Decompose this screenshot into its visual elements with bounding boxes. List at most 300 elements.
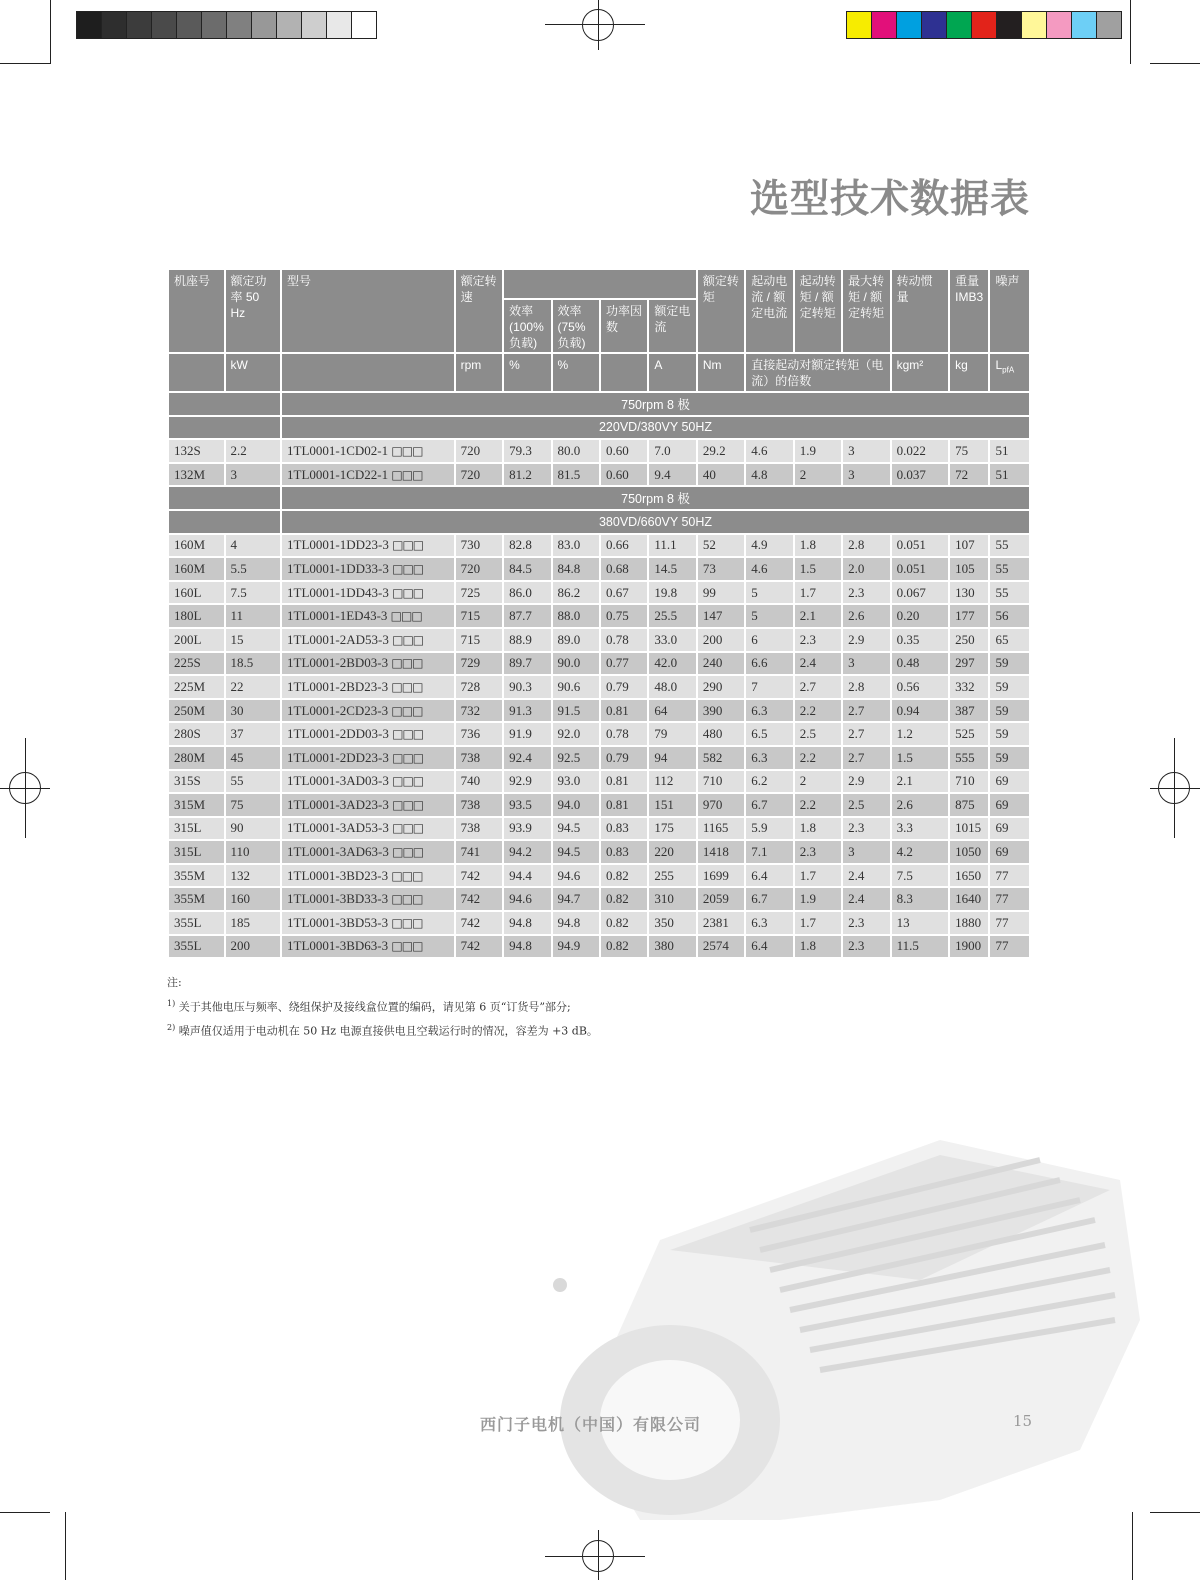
cell-max-torque: 2.5 (842, 793, 890, 817)
color-swatch (1022, 12, 1047, 38)
cell-speed: 742 (455, 864, 503, 888)
cell-start-current: 6 (745, 628, 793, 652)
model-suffix-boxes: □□□ (392, 821, 424, 836)
cell-current: 19.8 (648, 581, 696, 605)
cell-eff100: 94.8 (503, 911, 551, 935)
cell-noise: 56 (989, 604, 1030, 628)
cell-speed: 725 (455, 581, 503, 605)
cell-pf: 0.67 (600, 581, 648, 605)
cell-max-torque: 3 (842, 439, 890, 463)
cell-power: 185 (225, 911, 282, 935)
cell-current: 175 (648, 817, 696, 841)
header-model: 型号 (281, 269, 455, 353)
cell-inertia: 0.20 (891, 604, 950, 628)
model-suffix-boxes: □□□ (392, 845, 424, 860)
cell-max-torque: 3 (842, 463, 890, 487)
cell-start-torque: 1.8 (794, 817, 842, 841)
cell-power: 5.5 (225, 557, 282, 581)
cell-torque: 40 (697, 463, 745, 487)
header-frame: 机座号 (168, 269, 225, 353)
cell-weight: 297 (949, 652, 989, 676)
model-number: 1TL0001-1ED43-3 (287, 608, 388, 624)
color-swatch (922, 12, 947, 38)
cell-pf: 0.82 (600, 864, 648, 888)
table-row (168, 887, 1030, 911)
model-suffix-boxes: □□□ (391, 679, 423, 694)
cell-power: 15 (225, 628, 282, 652)
model-number: 1TL0001-2DD03-3 (287, 726, 389, 742)
header-group-blank (503, 269, 697, 299)
cell-eff100: 94.8 (503, 935, 551, 959)
page-number: 15 (1013, 1412, 1033, 1430)
cell-max-torque: 2.9 (842, 628, 890, 652)
section-title: 750rpm 8 极 (281, 486, 1030, 510)
cell-start-current: 6.2 (745, 770, 793, 794)
cell-start-current: 6.6 (745, 652, 793, 676)
cell-eff75: 80.0 (552, 439, 600, 463)
cell-power: 132 (225, 864, 282, 888)
cell-eff75: 94.8 (552, 911, 600, 935)
cell-start-torque: 2.2 (794, 793, 842, 817)
cell-torque: 1165 (697, 817, 745, 841)
cell-start-torque: 1.9 (794, 887, 842, 911)
motor-watermark-image (520, 1120, 1160, 1520)
table-body (168, 392, 1030, 958)
cell-power: 160 (225, 887, 282, 911)
unit-eff75: % (552, 353, 600, 392)
cell-speed: 732 (455, 699, 503, 723)
section-blank-cell (168, 486, 281, 510)
model-suffix-boxes: □□□ (391, 892, 423, 907)
cell-eff75: 94.5 (552, 817, 600, 841)
cell-frame: 225S (168, 652, 225, 676)
cell-frame: 315M (168, 793, 225, 817)
cell-torque: 1699 (697, 864, 745, 888)
unit-ratio: 直接起动对额定转矩（电流）的倍数 (745, 353, 890, 392)
cell-pf: 0.60 (600, 463, 648, 487)
section-subtitle: 220VD/380VY 50HZ (281, 416, 1030, 440)
model-number: 1TL0001-1DD33-3 (287, 560, 389, 576)
model-suffix-boxes: □□□ (391, 703, 423, 718)
unit-noise: $L_{pfA}$ (989, 353, 1030, 392)
cell-power: 37 (225, 722, 282, 746)
gray-swatch (352, 12, 376, 38)
cell-eff75: 94.7 (552, 887, 600, 911)
cell-start-torque: 2.3 (794, 840, 842, 864)
cell-model (281, 675, 455, 699)
cell-speed: 740 (455, 770, 503, 794)
section-title: 750rpm 8 极 (281, 392, 1030, 416)
model-suffix-boxes: □□□ (392, 727, 424, 742)
cell-frame: 225M (168, 675, 225, 699)
cell-model (281, 887, 455, 911)
cell-noise: 55 (989, 534, 1030, 558)
cell-weight: 332 (949, 675, 989, 699)
cell-start-torque: 2.5 (794, 722, 842, 746)
model-suffix-boxes: □□□ (392, 561, 424, 576)
cell-inertia: 0.48 (891, 652, 950, 676)
cell-speed: 720 (455, 557, 503, 581)
cell-current: 14.5 (648, 557, 696, 581)
cell-eff75: 93.0 (552, 770, 600, 794)
cell-max-torque: 2.3 (842, 817, 890, 841)
cell-start-torque: 2.3 (794, 628, 842, 652)
model-suffix-boxes: □□□ (392, 632, 424, 647)
header-eff75: 效率 (75% 负载) (552, 299, 600, 353)
cell-eff100: 92.4 (503, 746, 551, 770)
note-2: $^{2)}$ 噪声值仅适用于电动机在 50 Hz 电源直接供电且空载运行时的情况，容差为 +3 dB。 (167, 1022, 598, 1038)
model-number: 1TL0001-3BD53-3 (287, 914, 389, 930)
cell-current: 11.1 (648, 534, 696, 558)
cell-frame: 132S (168, 439, 225, 463)
cell-model (281, 770, 455, 794)
cell-model (281, 911, 455, 935)
grayscale-calibration-strip (76, 11, 377, 39)
model-suffix-boxes: □□□ (390, 609, 422, 624)
cell-start-current: 6.4 (745, 935, 793, 959)
cell-pf: 0.81 (600, 793, 648, 817)
model-number: 1TL0001-2BD03-3 (287, 655, 389, 671)
cell-torque: 390 (697, 699, 745, 723)
cell-noise: 55 (989, 557, 1030, 581)
color-swatch (847, 12, 872, 38)
cell-start-current: 6.4 (745, 864, 793, 888)
cell-eff100: 94.2 (503, 840, 551, 864)
cell-current: 151 (648, 793, 696, 817)
cell-power: 22 (225, 675, 282, 699)
cell-start-torque: 1.8 (794, 935, 842, 959)
header-speed: 额定转速 (455, 269, 503, 353)
gray-swatch (77, 12, 102, 38)
model-number: 1TL0001-1CD02-1 (287, 442, 389, 458)
cell-current: 255 (648, 864, 696, 888)
cell-eff75: 81.5 (552, 463, 600, 487)
cell-frame: 160M (168, 534, 225, 558)
header-power: 额定功率 50 Hz (225, 269, 282, 353)
cell-noise: 69 (989, 793, 1030, 817)
cell-frame: 355L (168, 935, 225, 959)
cell-model (281, 864, 455, 888)
cell-inertia: 0.067 (891, 581, 950, 605)
notes-label: 注: (167, 976, 182, 989)
cell-model (281, 840, 455, 864)
cell-model (281, 746, 455, 770)
color-calibration-strip (846, 11, 1122, 39)
cell-current: 48.0 (648, 675, 696, 699)
unit-current: A (648, 353, 696, 392)
model-number: 1TL0001-1CD22-1 (287, 466, 389, 482)
cell-max-torque: 2.7 (842, 722, 890, 746)
cell-torque: 29.2 (697, 439, 745, 463)
cell-power: 45 (225, 746, 282, 770)
header-noise: 噪声 (989, 269, 1030, 353)
cell-start-torque: 1.7 (794, 911, 842, 935)
cell-speed: 738 (455, 793, 503, 817)
cell-eff75: 83.0 (552, 534, 600, 558)
cell-current: 25.5 (648, 604, 696, 628)
cell-pf: 0.68 (600, 557, 648, 581)
cell-power: 200 (225, 935, 282, 959)
cell-eff100: 88.9 (503, 628, 551, 652)
cell-eff100: 82.8 (503, 534, 551, 558)
cell-weight: 107 (949, 534, 989, 558)
cell-weight: 710 (949, 770, 989, 794)
cell-inertia: 3.3 (891, 817, 950, 841)
cell-model (281, 439, 455, 463)
cell-inertia: 2.1 (891, 770, 950, 794)
cell-weight: 250 (949, 628, 989, 652)
section-blank-cell (168, 392, 281, 416)
table-row (168, 699, 1030, 723)
cell-inertia: 8.3 (891, 887, 950, 911)
section-title-row (168, 392, 1030, 416)
cell-eff100: 79.3 (503, 439, 551, 463)
section-title-row (168, 486, 1030, 510)
model-suffix-boxes: □□□ (391, 467, 423, 482)
cell-speed: 728 (455, 675, 503, 699)
cell-noise: 59 (989, 722, 1030, 746)
cell-start-current: 4.8 (745, 463, 793, 487)
cell-start-torque: 2.2 (794, 746, 842, 770)
cell-model (281, 652, 455, 676)
section-blank-cell (168, 416, 281, 440)
cell-weight: 525 (949, 722, 989, 746)
model-suffix-boxes: □□□ (391, 939, 423, 954)
cell-inertia: 2.6 (891, 793, 950, 817)
cell-pf: 0.60 (600, 439, 648, 463)
cell-weight: 387 (949, 699, 989, 723)
cell-weight: 105 (949, 557, 989, 581)
cell-noise: 59 (989, 652, 1030, 676)
model-number: 1TL0001-3BD23-3 (287, 867, 389, 883)
gray-swatch (277, 12, 302, 38)
cell-frame: 315L (168, 840, 225, 864)
cell-pf: 0.66 (600, 534, 648, 558)
cell-current: 79 (648, 722, 696, 746)
gray-swatch (202, 12, 227, 38)
cell-eff100: 86.0 (503, 581, 551, 605)
cell-frame: 315L (168, 817, 225, 841)
cell-start-current: 6.3 (745, 746, 793, 770)
color-swatch (997, 12, 1022, 38)
cell-speed: 715 (455, 604, 503, 628)
cell-frame: 355M (168, 887, 225, 911)
gray-swatch (252, 12, 277, 38)
cell-start-torque: 1.7 (794, 581, 842, 605)
cell-weight: 555 (949, 746, 989, 770)
header-max-torque: 最大转矩 / 额定转矩 (842, 269, 890, 353)
cell-current: 33.0 (648, 628, 696, 652)
cell-eff75: 88.0 (552, 604, 600, 628)
cell-inertia: 0.037 (891, 463, 950, 487)
cell-noise: 59 (989, 699, 1030, 723)
cell-torque: 582 (697, 746, 745, 770)
cell-model (281, 463, 455, 487)
cell-noise: 69 (989, 770, 1030, 794)
cell-noise: 77 (989, 935, 1030, 959)
technical-data-table (167, 268, 1031, 959)
section-subtitle-row (168, 416, 1030, 440)
cell-frame: 280S (168, 722, 225, 746)
cell-noise: 69 (989, 840, 1030, 864)
cell-frame: 250M (168, 699, 225, 723)
cell-start-current: 6.5 (745, 722, 793, 746)
model-suffix-boxes: □□□ (391, 915, 423, 930)
cell-start-torque: 2.4 (794, 652, 842, 676)
cell-eff75: 86.2 (552, 581, 600, 605)
table-row (168, 628, 1030, 652)
model-number: 1TL0001-3AD53-3 (287, 820, 389, 836)
section-subtitle: 380VD/660VY 50HZ (281, 510, 1030, 534)
table-row (168, 534, 1030, 558)
cell-inertia: 0.022 (891, 439, 950, 463)
table-row (168, 864, 1030, 888)
cell-weight: 1640 (949, 887, 989, 911)
cell-start-current: 4.6 (745, 557, 793, 581)
cell-start-current: 6.3 (745, 911, 793, 935)
cell-pf: 0.79 (600, 675, 648, 699)
header-inertia: 转动惯量 (891, 269, 950, 353)
gray-swatch (177, 12, 202, 38)
cell-max-torque: 2.3 (842, 911, 890, 935)
cell-weight: 177 (949, 604, 989, 628)
cell-torque: 2381 (697, 911, 745, 935)
cell-speed: 736 (455, 722, 503, 746)
cell-speed: 742 (455, 935, 503, 959)
cell-eff75: 92.0 (552, 722, 600, 746)
cell-start-current: 4.6 (745, 439, 793, 463)
cell-eff100: 93.5 (503, 793, 551, 817)
cell-eff75: 84.8 (552, 557, 600, 581)
cell-weight: 1015 (949, 817, 989, 841)
table-row (168, 675, 1030, 699)
cell-torque: 290 (697, 675, 745, 699)
cell-eff75: 89.0 (552, 628, 600, 652)
model-suffix-boxes: □□□ (392, 585, 424, 600)
cell-inertia: 4.2 (891, 840, 950, 864)
cell-frame: 180L (168, 604, 225, 628)
cell-eff100: 90.3 (503, 675, 551, 699)
cell-eff75: 94.6 (552, 864, 600, 888)
cell-power: 11 (225, 604, 282, 628)
cell-weight: 72 (949, 463, 989, 487)
cell-start-current: 6.7 (745, 887, 793, 911)
table-row (168, 604, 1030, 628)
model-number: 1TL0001-1DD43-3 (287, 584, 389, 600)
color-swatch (972, 12, 997, 38)
table-row (168, 817, 1030, 841)
cell-power: 18.5 (225, 652, 282, 676)
note-1: $^{1)}$ 关于其他电压与频率、绕组保护及接线盒位置的编码，请见第 6 页“订货号”部分; (167, 999, 571, 1014)
cell-speed: 742 (455, 887, 503, 911)
cell-weight: 130 (949, 581, 989, 605)
table-row (168, 581, 1030, 605)
cell-frame: 160M (168, 557, 225, 581)
unit-pf (600, 353, 648, 392)
cell-frame: 132M (168, 463, 225, 487)
cell-weight: 1880 (949, 911, 989, 935)
cell-start-torque: 2.7 (794, 675, 842, 699)
cell-power: 3 (225, 463, 282, 487)
cell-torque: 710 (697, 770, 745, 794)
cell-pf: 0.83 (600, 840, 648, 864)
color-swatch (1072, 12, 1097, 38)
cell-current: 350 (648, 911, 696, 935)
unit-model (281, 353, 455, 392)
model-number: 1TL0001-3AD03-3 (287, 773, 389, 789)
color-swatch (872, 12, 897, 38)
cell-power: 30 (225, 699, 282, 723)
unit-speed: rpm (455, 353, 503, 392)
table-row (168, 652, 1030, 676)
model-number: 1TL0001-3AD23-3 (287, 796, 389, 812)
cell-noise: 59 (989, 746, 1030, 770)
section-blank-cell (168, 510, 281, 534)
gray-swatch (327, 12, 352, 38)
cell-max-torque: 2.9 (842, 770, 890, 794)
cell-start-current: 4.9 (745, 534, 793, 558)
cell-torque: 2059 (697, 887, 745, 911)
cell-current: 94 (648, 746, 696, 770)
cell-frame: 315S (168, 770, 225, 794)
cell-noise: 77 (989, 887, 1030, 911)
cell-model (281, 793, 455, 817)
cell-inertia: 1.5 (891, 746, 950, 770)
model-number: 1TL0001-2DD23-3 (287, 749, 389, 765)
cell-torque: 2574 (697, 935, 745, 959)
cell-frame: 280M (168, 746, 225, 770)
cell-speed: 720 (455, 439, 503, 463)
cell-start-current: 5 (745, 604, 793, 628)
cell-model (281, 699, 455, 723)
cell-speed: 729 (455, 652, 503, 676)
cell-frame: 355L (168, 911, 225, 935)
table-row (168, 911, 1030, 935)
unit-power: kW (225, 353, 282, 392)
cell-power: 75 (225, 793, 282, 817)
cell-eff100: 91.9 (503, 722, 551, 746)
cell-current: 7.0 (648, 439, 696, 463)
cell-weight: 1900 (949, 935, 989, 959)
header-start-torque: 起动转矩 / 额定转矩 (794, 269, 842, 353)
color-swatch (897, 12, 922, 38)
cell-inertia: 1.2 (891, 722, 950, 746)
cell-power: 55 (225, 770, 282, 794)
gray-swatch (152, 12, 177, 38)
cell-eff100: 94.4 (503, 864, 551, 888)
header-current: 额定电流 (648, 299, 696, 353)
model-number: 1TL0001-2BD23-3 (287, 678, 389, 694)
gray-swatch (227, 12, 252, 38)
cell-pf: 0.82 (600, 935, 648, 959)
cell-torque: 73 (697, 557, 745, 581)
cell-start-torque: 2 (794, 770, 842, 794)
table-row (168, 463, 1030, 487)
cell-speed: 730 (455, 534, 503, 558)
header-torque: 额定转矩 (697, 269, 745, 353)
unit-weight: kg (949, 353, 989, 392)
cell-eff100: 81.2 (503, 463, 551, 487)
cell-inertia: 13 (891, 911, 950, 935)
cell-eff100: 84.5 (503, 557, 551, 581)
cell-power: 7.5 (225, 581, 282, 605)
cell-speed: 715 (455, 628, 503, 652)
model-suffix-boxes: □□□ (391, 868, 423, 883)
header-start-current: 起动电流 / 额定电流 (745, 269, 793, 353)
cell-start-current: 6.7 (745, 793, 793, 817)
cell-max-torque: 3 (842, 840, 890, 864)
cell-eff75: 94.0 (552, 793, 600, 817)
